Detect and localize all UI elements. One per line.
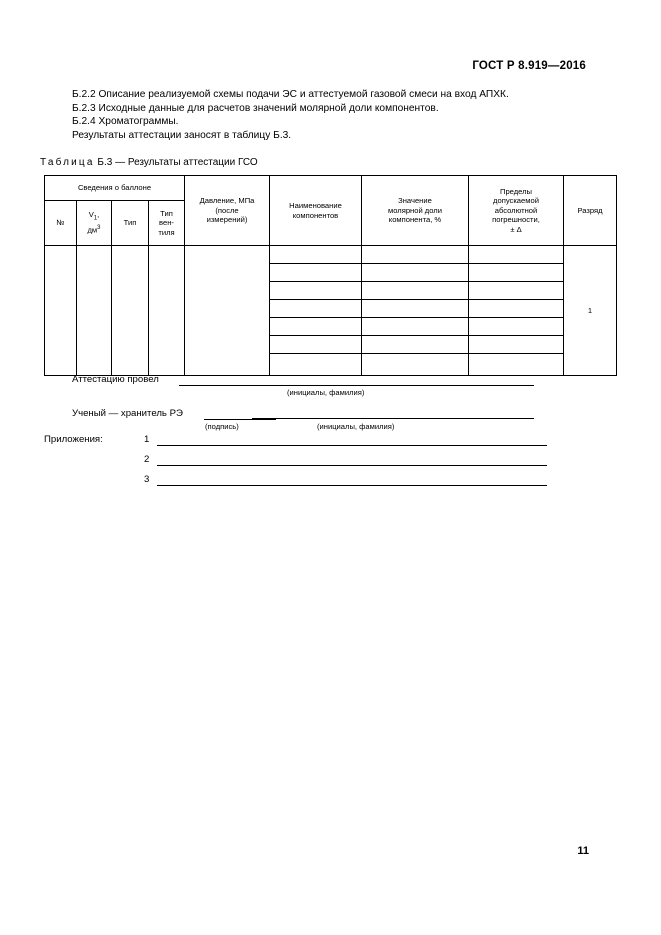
keeper-signature-rule[interactable] bbox=[204, 419, 276, 420]
header-valve-type-line1: Тип bbox=[160, 208, 173, 218]
header-component-names-line2: компонентов bbox=[292, 210, 339, 220]
table-caption-title: Результаты аттестации ГСО bbox=[127, 157, 258, 168]
cell-component-name[interactable] bbox=[270, 264, 362, 282]
header-molar-value bbox=[362, 176, 469, 246]
header-rank: Разряд bbox=[564, 176, 617, 246]
appendix-rule-2[interactable] bbox=[157, 465, 547, 466]
header-molar-value-line3: компонента, % bbox=[388, 215, 442, 225]
keeper-signature-caption: (подпись) bbox=[205, 422, 239, 431]
header-volume-subscript: 1 bbox=[93, 215, 98, 222]
cell-component-name[interactable] bbox=[270, 300, 362, 318]
cell-number[interactable] bbox=[45, 246, 77, 376]
header-valve-type bbox=[149, 201, 185, 246]
header-number: № bbox=[45, 201, 77, 246]
appendix-label: Приложения: bbox=[44, 434, 103, 445]
header-error-limits-line1: Пределы bbox=[499, 186, 533, 196]
cell-component-name[interactable] bbox=[270, 246, 362, 264]
table-caption bbox=[40, 157, 258, 168]
header-component-names bbox=[270, 176, 362, 246]
keeper-name-rule[interactable] bbox=[252, 418, 534, 419]
cell-error-limit[interactable] bbox=[469, 318, 564, 336]
header-volume-unit: дм bbox=[87, 226, 98, 236]
page-header-standard: ГОСТ Р 8.919—2016 bbox=[472, 60, 586, 72]
attested-by-rule[interactable] bbox=[179, 385, 534, 386]
cell-component-name[interactable] bbox=[270, 336, 362, 354]
table-caption-dash: — bbox=[115, 157, 126, 168]
cell-volume[interactable] bbox=[77, 246, 112, 376]
appendix-item-number: 2 bbox=[144, 454, 150, 465]
cell-molar-value[interactable] bbox=[362, 300, 469, 318]
cell-component-name[interactable] bbox=[270, 318, 362, 336]
cell-molar-value[interactable] bbox=[362, 336, 469, 354]
page-number: 11 bbox=[577, 845, 589, 857]
cell-error-limit[interactable] bbox=[469, 300, 564, 318]
appendix-row-3 bbox=[44, 472, 616, 492]
header-molar-value-line1: Значение bbox=[398, 196, 432, 206]
appendix-row-2 bbox=[44, 452, 616, 472]
keeper-name-caption: (инициалы, фамилия) bbox=[317, 422, 395, 431]
header-molar-value-line2: молярной доли bbox=[388, 205, 442, 215]
body-line-4: Результаты аттестации заносят в таблицу Б.3. bbox=[72, 129, 292, 141]
appendix-row-1 bbox=[44, 432, 616, 452]
table-caption-number: Б.3 bbox=[97, 157, 113, 168]
body-line-3: Б.2.4 Хроматограммы. bbox=[72, 116, 179, 128]
header-pressure-line2: (после bbox=[215, 205, 239, 215]
attested-by-label: Аттестацию провел bbox=[72, 374, 159, 385]
attestation-results-table bbox=[44, 175, 617, 376]
table-row bbox=[45, 246, 617, 264]
cell-component-name[interactable] bbox=[270, 282, 362, 300]
signature-row-attested-by bbox=[44, 372, 616, 402]
body-line-2: Б.2.3 Исходные данные для расчетов значений молярной доли компонентов. bbox=[72, 102, 439, 114]
cell-error-limit[interactable] bbox=[469, 246, 564, 264]
cell-pressure[interactable] bbox=[185, 246, 270, 376]
header-type: Тип bbox=[112, 201, 149, 246]
keeper-label: Ученый — хранитель РЭ bbox=[72, 408, 183, 419]
header-volume-unit-exp: 3 bbox=[97, 225, 101, 232]
appendix-item-number: 1 bbox=[144, 434, 150, 445]
cell-type[interactable] bbox=[112, 246, 149, 376]
header-error-limits bbox=[469, 176, 564, 246]
header-pressure-line1: Давление, МПа bbox=[199, 196, 255, 206]
cell-valve-type[interactable] bbox=[149, 246, 185, 376]
cell-molar-value[interactable] bbox=[362, 264, 469, 282]
body-line-1: Б.2.2 Описание реализуемой схемы подачи ЭС и аттестуемой газовой смеси на вход АПХК. bbox=[72, 89, 509, 100]
header-pressure-line3: измерений) bbox=[206, 215, 248, 225]
attested-by-caption: (инициалы, фамилия) bbox=[287, 388, 365, 397]
header-volume: $V_1$, $дм^3$ bbox=[77, 201, 112, 246]
cell-error-limit[interactable] bbox=[469, 282, 564, 300]
header-error-limits-line5: ± Δ bbox=[510, 224, 522, 234]
body-text-block bbox=[72, 88, 592, 142]
signature-row-keeper bbox=[44, 402, 616, 432]
cell-rank[interactable]: 1 bbox=[564, 246, 617, 376]
header-component-names-line1: Наименование bbox=[289, 200, 342, 210]
table-header-row-group bbox=[45, 176, 617, 201]
header-valve-type-line3: тиля bbox=[158, 227, 175, 237]
appendix-rule-3[interactable] bbox=[157, 485, 547, 486]
header-error-limits-line2: допускаемой bbox=[493, 196, 539, 206]
cell-molar-value[interactable] bbox=[362, 282, 469, 300]
header-group-cylinder-info: Сведения о баллоне bbox=[45, 176, 185, 201]
cell-error-limit[interactable] bbox=[469, 336, 564, 354]
cell-molar-value[interactable] bbox=[362, 246, 469, 264]
header-error-limits-line4: погрешности, bbox=[492, 215, 540, 225]
header-valve-type-line2: вен- bbox=[159, 218, 174, 228]
cell-error-limit[interactable] bbox=[469, 264, 564, 282]
cell-molar-value[interactable] bbox=[362, 318, 469, 336]
signature-block bbox=[44, 372, 616, 492]
table-caption-prefix: Таблица bbox=[40, 157, 95, 168]
header-error-limits-line3: абсолютной bbox=[494, 205, 538, 215]
header-pressure bbox=[185, 176, 270, 246]
appendix-item-number: 3 bbox=[144, 474, 150, 485]
header-volume-symbol: V bbox=[88, 210, 94, 220]
appendix-rule-1[interactable] bbox=[157, 445, 547, 446]
